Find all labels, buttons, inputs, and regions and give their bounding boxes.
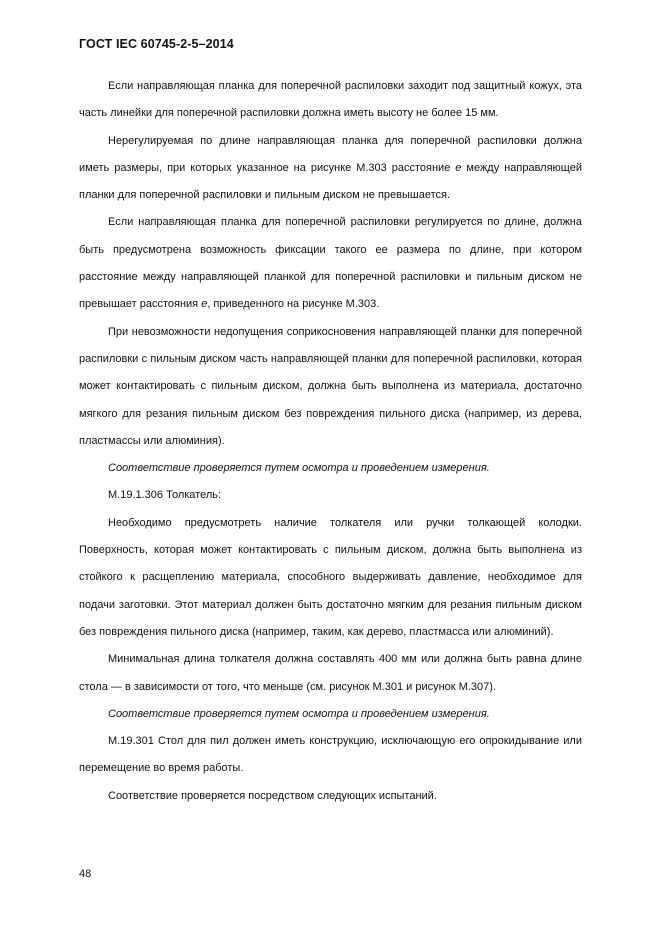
paragraph-text-part: Нерегулируемая по длине направляющая планка для поперечной распиловки должна иметь размеры, при которых указанное на рисунке М.303 расстояние <box>79 134 582 174</box>
document-header: ГОСТ IEC 60745-2-5–2014 <box>79 37 234 51</box>
paragraph-non-adjustable-guide <box>79 128 582 210</box>
paragraph-adjustable-guide <box>79 209 582 318</box>
distance-symbol: e <box>455 161 462 174</box>
compliance-note: Соответствие проверяется путем осмотра и проведением измерения. <box>108 707 490 720</box>
document-body <box>79 73 582 810</box>
paragraph-text-part: , приведенного на рисунке М.303. <box>207 298 380 311</box>
paragraph-pusher-requirements: Необходимо предусмотреть наличие толкателя или ручки толкающей колодки. Поверхность, которая может контактировать с пильным диском, должна быть выполнена из стойкого к расщеплению материала, способного выдерживать давление, необходимое для подачи заготовки. Этот материал должен быть достаточно мягким для резания пильным диском без повреждения пильного диска (например, таким, как дерево, пластмасса или алюминий). <box>79 516 582 638</box>
paragraph-crosscut-guard-height: Если направляющая планка для поперечной распиловки заходит под защитный кожух, эта часть линейки для поперечной распиловки должна иметь высоту не более 15 мм. <box>79 80 582 120</box>
paragraph-text-part: Если направляющая планка для поперечной распиловки регулируется по длине, должна быть предусмотрена возможность фиксации такого ее размера по длине, при котором расстояние между направляющей планкой для поперечной распиловки и пильным диском не превышает расстояния <box>79 216 582 311</box>
paragraph-compliance-tests: Соответствие проверяется посредством следующих испытаний. <box>108 789 437 802</box>
paragraph-text-part: между направляющей планки для поперечной распиловки и пильным диском не превышается. <box>79 161 582 202</box>
clause-table-stability: М.19.301 Стол для пил должен иметь конструкцию, исключающую его опрокидывание или перемещение во время работы. <box>79 735 582 775</box>
clause-heading-pusher: М.19.1.306 Толкатель: <box>108 489 222 502</box>
paragraph-soft-material: При невозможности недопущения соприкосновения направляющей планки для поперечной распиловки с пильным диском часть направляющей планки для поперечной распиловки, которая может контактировать с пильным диском, должна быть выполнена из материала, достаточно мягкого для резания пильным диском без повреждения пильного диска (например, из дерева, пластмассы или алюминия). <box>79 325 582 447</box>
page-number: 48 <box>79 868 92 880</box>
compliance-note: Соответствие проверяется путем осмотра и проведением измерения. <box>108 462 490 475</box>
paragraph-pusher-length: Минимальная длина толкателя должна составлять 400 мм или должна быть равна длине стола — в зависимости от того, что меньше (см. рисунок М.301 и рисунок М.307). <box>79 653 582 693</box>
distance-symbol: e <box>201 298 208 311</box>
